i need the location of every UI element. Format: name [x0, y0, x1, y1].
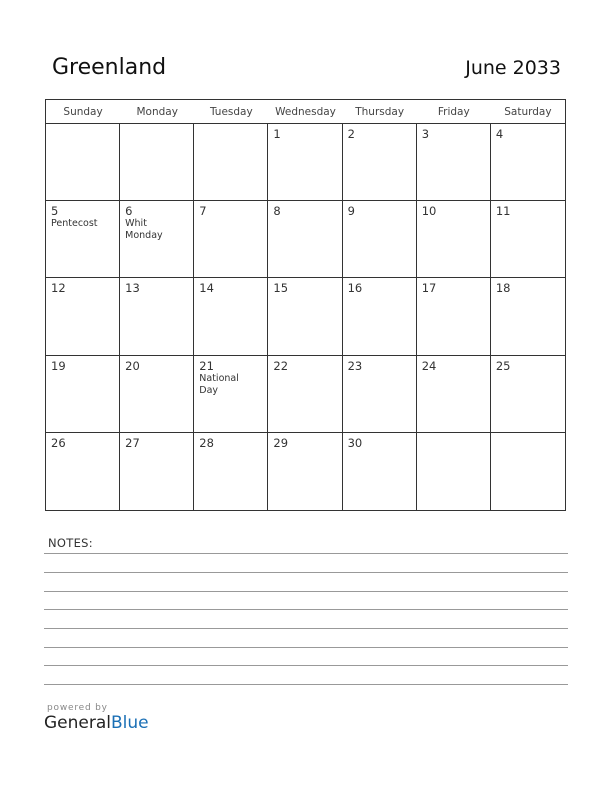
day-cell — [417, 201, 491, 278]
day-cell — [46, 433, 120, 510]
day-number: 20 — [125, 358, 140, 373]
day-cell — [194, 278, 268, 355]
day-cell — [268, 201, 342, 278]
day-number: 3 — [421, 127, 430, 141]
weekday-header-thursday: Thursday — [343, 100, 417, 124]
day-number: 9 — [347, 204, 355, 219]
note-line — [44, 628, 568, 629]
day-cell — [491, 356, 565, 433]
day-cell — [46, 201, 120, 278]
weekday-header-monday: Monday — [120, 100, 194, 124]
day-number: 11 — [495, 204, 511, 219]
day-cell — [343, 433, 417, 510]
day-number: 13 — [125, 281, 140, 296]
day-cell — [491, 433, 565, 510]
day-cell — [268, 278, 342, 355]
day-cell — [417, 433, 491, 510]
day-number: 10 — [421, 204, 437, 219]
brand-name — [44, 713, 149, 733]
day-number: 12 — [51, 281, 66, 296]
day-cell — [120, 356, 194, 433]
day-number: 22 — [273, 358, 289, 373]
day-number: 24 — [421, 358, 437, 373]
day-number: 5 — [51, 204, 59, 219]
day-number: 4 — [495, 127, 504, 141]
day-number: 14 — [199, 281, 214, 296]
day-number: 15 — [273, 281, 289, 296]
day-number: 2 — [347, 127, 355, 141]
weekday-header-tuesday: Tuesday — [194, 100, 268, 124]
day-cell — [417, 278, 491, 355]
brand-blue: Blue — [111, 713, 149, 733]
day-cell — [343, 356, 417, 433]
day-cell — [417, 356, 491, 433]
day-cell — [491, 201, 565, 278]
weekday-header-wednesday: Wednesday — [268, 100, 342, 124]
weekday-header-friday: Friday — [417, 100, 491, 124]
day-cell — [491, 278, 565, 355]
day-cell — [343, 201, 417, 278]
day-cell — [120, 201, 194, 278]
day-cell — [417, 124, 491, 201]
day-cell — [194, 124, 268, 201]
day-number: 27 — [125, 435, 140, 450]
day-number: 28 — [199, 435, 214, 450]
day-cell — [194, 356, 268, 433]
powered-by-text: powered by — [47, 703, 108, 713]
day-cell — [268, 356, 342, 433]
month-title: June 2033 — [465, 57, 561, 79]
day-number: 16 — [347, 281, 363, 296]
day-number: 19 — [51, 358, 66, 373]
note-line — [44, 591, 568, 592]
note-line — [44, 647, 568, 648]
day-cell — [343, 278, 417, 355]
calendar-header — [52, 55, 561, 85]
day-number: 8 — [273, 204, 281, 219]
day-number: 23 — [347, 358, 363, 373]
day-cell — [120, 433, 194, 510]
day-number: 6 — [125, 204, 133, 219]
day-cell — [120, 124, 194, 201]
day-cell — [46, 124, 120, 201]
note-line — [44, 665, 568, 666]
day-number: 1 — [273, 127, 281, 141]
holiday-label: Whit Monday — [125, 218, 163, 242]
day-number: 18 — [495, 281, 511, 296]
calendar-grid — [45, 99, 566, 511]
country-title: Greenland — [52, 55, 167, 80]
brand-logo — [44, 703, 149, 733]
weekday-header-sunday: Sunday — [46, 100, 120, 124]
notes-label: NOTES: — [48, 536, 93, 550]
day-cell — [194, 433, 268, 510]
day-cell — [268, 433, 342, 510]
day-cell — [491, 124, 565, 201]
day-number: 21 — [199, 358, 214, 373]
day-number: 25 — [495, 358, 511, 373]
day-cell — [120, 278, 194, 355]
day-cell — [194, 201, 268, 278]
day-number: 29 — [273, 435, 289, 450]
day-cell — [46, 356, 120, 433]
holiday-label: National Day — [199, 372, 239, 396]
brand-general: General — [44, 713, 111, 733]
day-cell — [268, 124, 342, 201]
day-number: 17 — [421, 281, 437, 296]
day-number: 7 — [199, 204, 207, 219]
note-line — [44, 572, 568, 573]
day-cell — [46, 278, 120, 355]
holiday-label: Pentecost — [51, 218, 98, 230]
day-cell — [343, 124, 417, 201]
day-number: 26 — [51, 435, 66, 450]
day-number: 30 — [347, 435, 363, 450]
note-line — [44, 684, 568, 685]
weekday-header-saturday: Saturday — [491, 100, 565, 124]
note-line — [44, 553, 568, 554]
note-line — [44, 609, 568, 610]
